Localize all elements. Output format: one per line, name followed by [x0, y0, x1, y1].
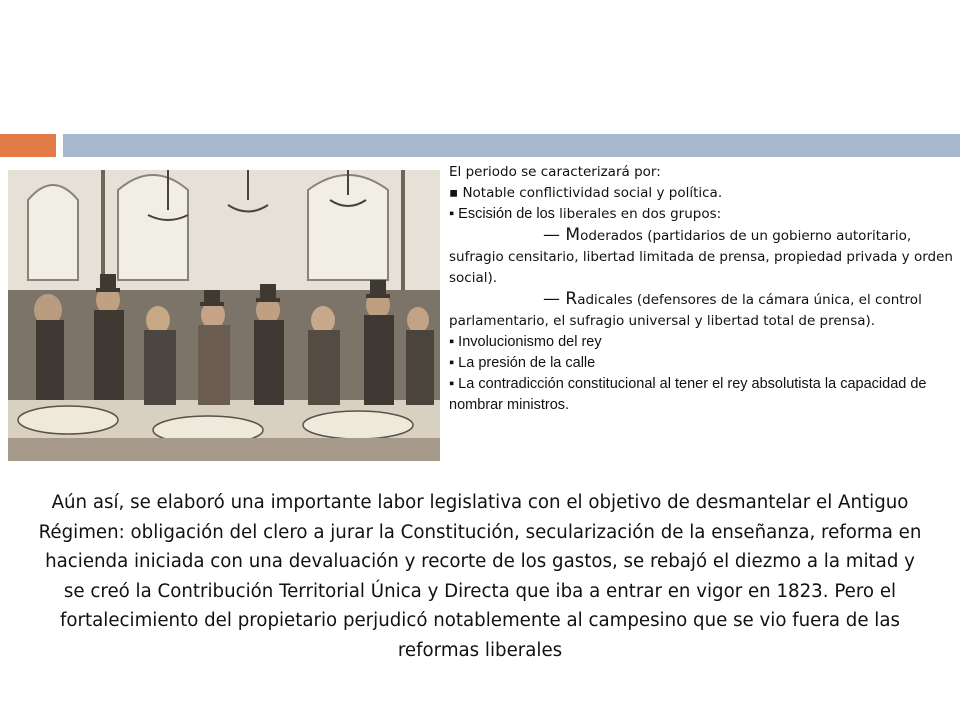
intro-text: El periodo se caracterizará por: — [449, 164, 661, 180]
bullet-split-lead: ▪ Escisión de los — [449, 206, 555, 222]
moderados-dash: — M — [543, 225, 581, 245]
bullet-contradiction: ▪ La contradicción constitucional al tener el rey absolutista la capacidad de nombrar ministros. — [449, 376, 927, 413]
cafe-illustration — [8, 170, 440, 461]
bullet-split-rest: liberales en dos grupos: — [554, 206, 722, 222]
accent-bar-blue — [63, 134, 960, 157]
radicales-dash: — R — [543, 289, 578, 309]
bullet-street: ▪ La presión de la calle — [449, 355, 596, 371]
bullet-split — [449, 204, 954, 225]
legislative-paragraph: Aún así, se elaboró una importante labor legislativa con el objetivo de desmantelar el Antiguo Régimen: obligación del clero a jurar la Constitución, secularización de la enseñanza, reforma en hacienda iniciada con una devaluación y recorte de los gastos, se rebajó el diezmo a la mitad y se creó la Contribución Territorial Única y Directa que iba a entrar en vigor en 1823. Pero el fortalecimiento del propietario perjudicó notablemente al campesino que se vio fuera de las reformas liberales — [38, 492, 922, 661]
accent-bar-orange — [0, 134, 56, 157]
radicales-text: adicales (defensores de la cámara única, el control parlamentario, el sufragio universal y libertad total de prensa). — [449, 292, 922, 329]
bullet-conflict: ▪ Notable conflictividad social y política. — [449, 185, 723, 201]
characteristics-list — [449, 162, 954, 416]
bullet-king: ▪ Involucionismo del rey — [449, 334, 602, 350]
radicales-item — [449, 289, 954, 332]
moderados-item — [449, 225, 954, 289]
moderados-text: oderados (partidarios de un gobierno autoritario, sufragio censitario, libertad limitada de prensa, propiedad privada y orden social). — [449, 228, 953, 286]
